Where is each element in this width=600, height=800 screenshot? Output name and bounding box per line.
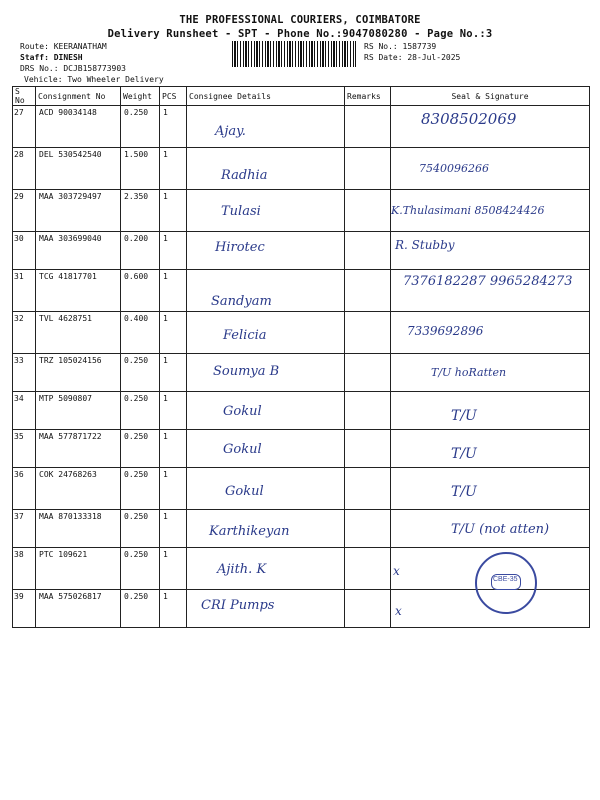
row-consignee-cell — [187, 106, 345, 148]
row-consignment-no: COK 24768263 — [36, 468, 121, 510]
row-consignee-handwritten: Felicia — [223, 328, 267, 343]
row-sno: 33 — [13, 354, 36, 392]
staff-text: Staff: DINESH — [20, 53, 83, 62]
row-remarks — [345, 510, 391, 548]
row-signature-cell — [391, 548, 590, 590]
row-pcs: 1 — [160, 312, 187, 354]
row-consignment-no: MAA 303729497 — [36, 190, 121, 232]
row-consignment-no: MAA 303699040 — [36, 232, 121, 270]
col-remarks: Remarks — [345, 87, 391, 106]
route-text: Route: KEERANATHAM — [20, 42, 107, 51]
row-signature-handwritten: T/U — [451, 408, 477, 424]
row-remarks — [345, 190, 391, 232]
stamp-center-text: CBE-35 — [493, 576, 518, 583]
row-consignee-handwritten: Karthikeyan — [209, 524, 290, 539]
row-signature-cell — [391, 232, 590, 270]
table-row — [13, 148, 590, 190]
row-signature-handwritten: T/U (not atten) — [451, 522, 550, 537]
row-remarks — [345, 590, 391, 628]
row-pcs: 1 — [160, 430, 187, 468]
stamp-center — [491, 574, 521, 590]
row-signature-handwritten: 7339692896 — [407, 324, 484, 338]
row-signature-handwritten: T/U hoRatten — [431, 366, 507, 379]
row-sno: 30 — [13, 232, 36, 270]
row-signature-cell — [391, 270, 590, 312]
row-signature-handwritten: 7540096266 — [419, 162, 489, 175]
row-signature-cell — [391, 510, 590, 548]
col-pcs: PCS — [160, 87, 187, 106]
col-weight: Weight — [121, 87, 160, 106]
row-consignee-cell — [187, 510, 345, 548]
row-signature-cell — [391, 590, 590, 628]
row-weight: 0.200 — [121, 232, 160, 270]
table-row — [13, 548, 590, 590]
row-signature-handwritten: x — [395, 604, 402, 618]
table-row — [13, 190, 590, 232]
table-row — [13, 468, 590, 510]
row-weight: 0.250 — [121, 510, 160, 548]
table-row — [13, 106, 590, 148]
row-pcs: 1 — [160, 354, 187, 392]
row-sno: 31 — [13, 270, 36, 312]
row-consignee-handwritten: Gokul — [223, 404, 262, 419]
table-row — [13, 590, 590, 628]
row-pcs: 1 — [160, 148, 187, 190]
row-pcs: 1 — [160, 106, 187, 148]
row-remarks — [345, 392, 391, 430]
row-weight: 2.350 — [121, 190, 160, 232]
row-consignee-cell — [187, 312, 345, 354]
row-pcs: 1 — [160, 392, 187, 430]
row-consignee-cell — [187, 190, 345, 232]
row-signature-cell — [391, 312, 590, 354]
row-signature-handwritten: T/U — [451, 484, 477, 500]
row-sno: 39 — [13, 590, 36, 628]
rs-date: RS Date: 28-Jul-2025 — [364, 53, 461, 62]
row-signature-cell — [391, 354, 590, 392]
table-row — [13, 354, 590, 392]
row-consignee-cell — [187, 148, 345, 190]
row-consignment-no: MAA 870133318 — [36, 510, 121, 548]
row-consignment-no: TCG 41817701 — [36, 270, 121, 312]
row-consignment-no: DEL 530542540 — [36, 148, 121, 190]
vehicle-text: Vehicle: Two Wheeler Delivery — [24, 75, 164, 84]
row-weight: 0.400 — [121, 312, 160, 354]
row-remarks — [345, 148, 391, 190]
row-sno: 28 — [13, 148, 36, 190]
row-weight: 0.250 — [121, 590, 160, 628]
row-consignee-cell — [187, 270, 345, 312]
row-remarks — [345, 548, 391, 590]
row-consignee-cell — [187, 430, 345, 468]
row-signature-handwritten: 7376182287 9965284273 — [403, 274, 573, 289]
row-remarks — [345, 354, 391, 392]
row-consignee-cell — [187, 232, 345, 270]
row-consignment-no: ACD 90034148 — [36, 106, 121, 148]
row-consignee-cell — [187, 468, 345, 510]
row-pcs: 1 — [160, 270, 187, 312]
table-row — [13, 312, 590, 354]
row-pcs: 1 — [160, 590, 187, 628]
row-remarks — [345, 270, 391, 312]
row-weight: 0.600 — [121, 270, 160, 312]
document-title: THE PROFESSIONAL COURIERS, COIMBATORE — [179, 14, 421, 26]
row-signature-cell — [391, 190, 590, 232]
table-row — [13, 392, 590, 430]
row-pcs: 1 — [160, 548, 187, 590]
row-remarks — [345, 232, 391, 270]
row-signature-handwritten: K.Thulasimani 8508424426 — [391, 204, 545, 217]
row-signature-cell — [391, 392, 590, 430]
row-consignment-no: MAA 575026817 — [36, 590, 121, 628]
row-pcs: 1 — [160, 190, 187, 232]
row-signature-cell — [391, 106, 590, 148]
row-sno: 32 — [13, 312, 36, 354]
row-remarks — [345, 468, 391, 510]
row-signature-handwritten: T/U — [451, 446, 477, 462]
row-signature-handwritten: x — [393, 564, 400, 578]
row-consignee-cell — [187, 392, 345, 430]
drs-number: DRS No.: DCJB158773903 — [20, 64, 126, 73]
row-consignee-handwritten: Soumya B — [213, 364, 280, 379]
row-sno: 35 — [13, 430, 36, 468]
row-consignment-no: MAA 577871722 — [36, 430, 121, 468]
row-consignee-handwritten: CRI Pumps — [201, 598, 275, 613]
row-pcs: 1 — [160, 232, 187, 270]
row-weight: 0.250 — [121, 392, 160, 430]
row-sno: 36 — [13, 468, 36, 510]
row-consignee-cell — [187, 354, 345, 392]
runsheet-table — [12, 86, 590, 628]
row-consignee-cell — [187, 590, 345, 628]
col-sno: S No — [13, 87, 36, 106]
col-consignment: Consignment No — [36, 87, 121, 106]
col-consignee: Consignee Details — [187, 87, 345, 106]
row-sno: 37 — [13, 510, 36, 548]
row-sno: 29 — [13, 190, 36, 232]
table-row — [13, 510, 590, 548]
row-signature-handwritten: 8308502069 — [421, 110, 517, 128]
row-weight: 1.500 — [121, 148, 160, 190]
row-signature-handwritten: R. Stubby — [395, 238, 455, 252]
row-consignee-handwritten: Radhia — [221, 168, 268, 183]
row-consignee-handwritten: Gokul — [223, 442, 262, 457]
row-consignee-handwritten: Sandyam — [211, 294, 272, 309]
row-signature-cell — [391, 148, 590, 190]
document-subtitle: Delivery Runsheet - SPT - Phone No.:9047080280 - Page No.:3 — [107, 28, 493, 40]
row-consignment-no: TRZ 105024156 — [36, 354, 121, 392]
row-consignee-cell — [187, 548, 345, 590]
row-consignee-handwritten: Gokul — [225, 484, 264, 499]
row-remarks — [345, 312, 391, 354]
row-signature-cell — [391, 430, 590, 468]
rs-number: RS No.: 1587739 — [364, 42, 437, 51]
table-row — [13, 430, 590, 468]
row-consignee-handwritten: Tulasi — [221, 204, 261, 219]
row-consignee-handwritten: Ajay. — [215, 124, 246, 139]
row-weight: 0.250 — [121, 354, 160, 392]
row-consignment-no: PTC 109621 — [36, 548, 121, 590]
row-consignee-handwritten: Ajith. K — [217, 562, 267, 577]
row-consignee-handwritten: Hirotec — [215, 240, 265, 255]
row-sno: 27 — [13, 106, 36, 148]
row-consignment-no: MTP 5090807 — [36, 392, 121, 430]
row-weight: 0.250 — [121, 548, 160, 590]
table-row — [13, 270, 590, 312]
row-signature-cell — [391, 468, 590, 510]
col-signature: Seal & Signature — [391, 87, 590, 106]
row-consignment-no: TVL 4628751 — [36, 312, 121, 354]
table-row — [13, 232, 590, 270]
row-weight: 0.250 — [121, 430, 160, 468]
row-pcs: 1 — [160, 510, 187, 548]
table-header-row — [13, 87, 590, 106]
row-remarks — [345, 106, 391, 148]
row-remarks — [345, 430, 391, 468]
row-weight: 0.250 — [121, 106, 160, 148]
barcode-image — [232, 41, 356, 67]
row-sno: 34 — [13, 392, 36, 430]
row-weight: 0.250 — [121, 468, 160, 510]
row-sno: 38 — [13, 548, 36, 590]
row-pcs: 1 — [160, 468, 187, 510]
